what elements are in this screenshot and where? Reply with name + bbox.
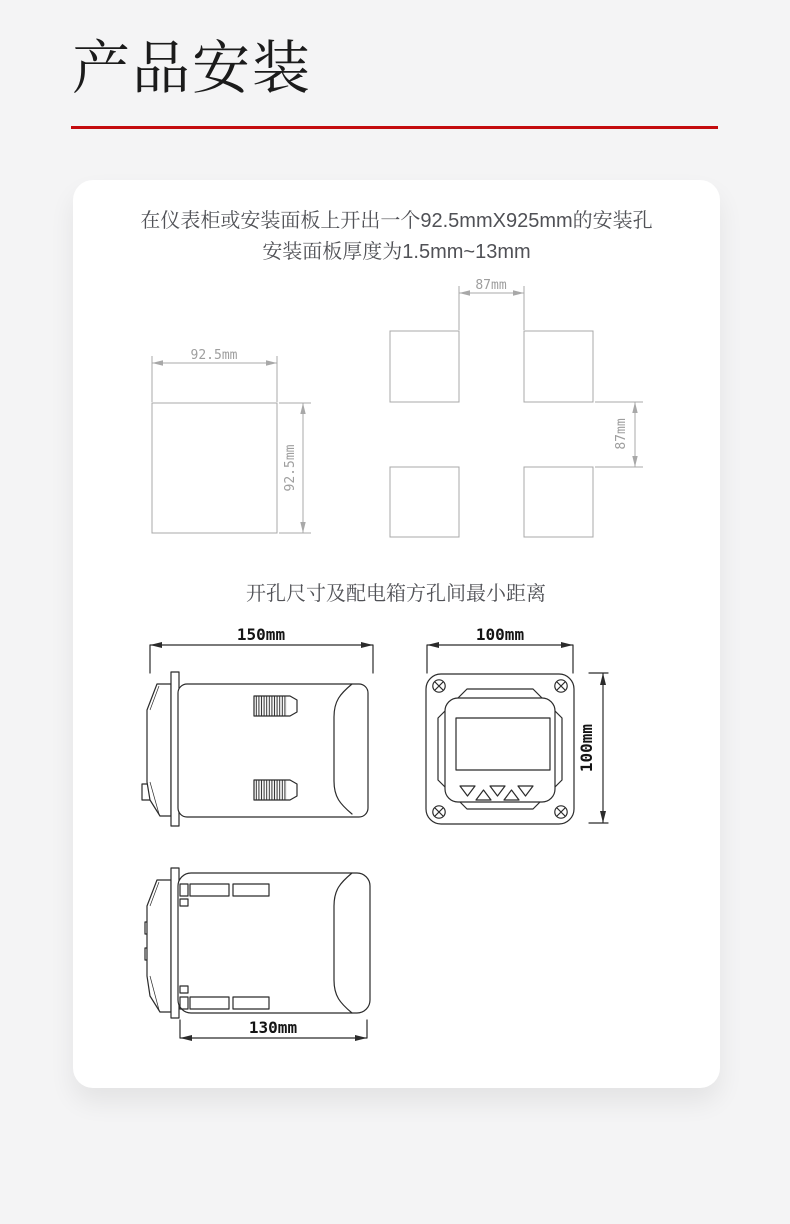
- installation-drawings: [73, 180, 720, 1088]
- screw-icon: [433, 806, 445, 818]
- side-depth-label: 150mm: [236, 625, 286, 644]
- screw-icon: [555, 806, 567, 818]
- spacing-h-label: 87mm: [475, 278, 507, 293]
- spacing-square: [524, 331, 593, 402]
- intro-line-1: 在仪表柜或安装面板上开出一个92.5mmX925mm的安装孔: [140, 210, 653, 232]
- front-width-label: 100mm: [475, 625, 525, 644]
- cutout-width-label: 92.5mm: [190, 348, 238, 363]
- drawing-caption: 开孔尺寸及配电箱方孔间最小距离: [246, 583, 546, 605]
- screw-icon: [555, 680, 567, 692]
- cutout-spacing-diagram: [390, 278, 643, 537]
- spacing-square: [390, 467, 459, 537]
- front-height-label: 100mm: [577, 723, 596, 773]
- spacing-square: [390, 331, 459, 402]
- installation-card: [73, 180, 720, 1088]
- page-title: 产品安装: [72, 36, 313, 101]
- spacing-square: [524, 467, 593, 537]
- front-bezel: [147, 880, 171, 1012]
- front-bezel: [147, 684, 171, 816]
- meter-front-view-drawing: [426, 625, 608, 824]
- lcd-display: [456, 718, 550, 770]
- cutout-square: [152, 403, 277, 533]
- intro-line-2: 安装面板厚度为1.5mm~13mm: [262, 241, 531, 263]
- cutout-square-diagram: [152, 348, 311, 533]
- screw-icon: [433, 680, 445, 692]
- meter-side-view-drawing: [142, 625, 373, 826]
- cutout-height-label: 92.5mm: [283, 444, 298, 492]
- title-divider: [71, 126, 718, 129]
- meter-bottom-view-drawing: [145, 868, 370, 1041]
- meter-body: [178, 873, 370, 1013]
- bottom-width-label: 130mm: [248, 1018, 298, 1037]
- spacing-v-label: 87mm: [614, 418, 629, 450]
